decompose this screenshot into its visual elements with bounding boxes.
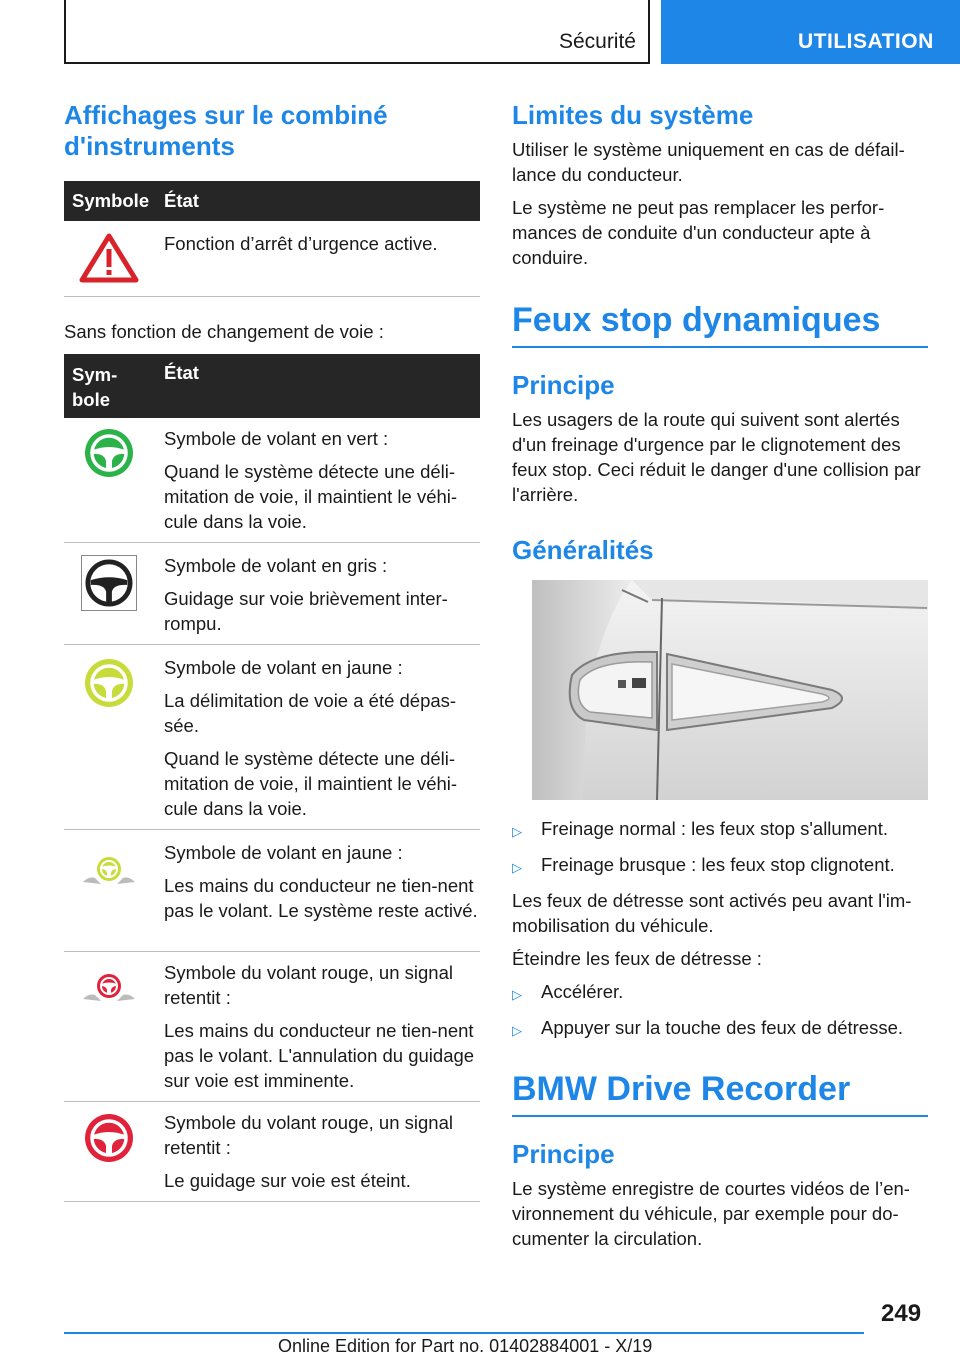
brake-bullet-list [512, 816, 928, 880]
list-item: ▷ Accélérer. [512, 979, 928, 1007]
warning-triangle-icon [78, 232, 140, 284]
state-text: Quand le système détecte une déli-mitation de voie, il maintient le véhi-cule dans la voie. [164, 747, 458, 819]
steering-wheel-green-icon [84, 428, 134, 478]
drive-recorder-heading: BMW Drive Recorder [512, 1069, 928, 1117]
header-chapter-tab [661, 0, 960, 64]
hazard-off-list [512, 979, 928, 1043]
col-state-header: État [154, 354, 480, 418]
header-section-box [64, 0, 650, 64]
principle-2-heading: Principe [512, 1139, 615, 1169]
state-title: Symbole du volant rouge, un signal retentit : [164, 1111, 453, 1158]
recorder-paragraph: Le système enregistre de courtes vidéos de l’en-vironnement du véhicule, par exemple pour do-cumenter la circulation. [512, 1178, 910, 1249]
table-row [64, 1101, 480, 1201]
state-text: Quand le système détecte une déli-mitation de voie, il maintient le véhi-cule dans la voie. [164, 460, 458, 532]
triangle-bullet-icon: ▷ [512, 824, 522, 839]
right-column [512, 100, 928, 1251]
limits-paragraph-2: Le système ne peut pas remplacer les perfor-mances de conduite d'un conducteur apte à conduire. [512, 197, 885, 268]
table-header-row [64, 181, 480, 221]
principle-paragraph: Les usagers de la route qui suivent sont alertés d'un freinage d'urgence par le clignotement des feux stop. Ceci réduit le danger d'une collision par l'arrière. [512, 409, 921, 505]
col-symbol-header: Symbole [64, 181, 154, 221]
lane-guidance-table [64, 354, 480, 1202]
limits-paragraph-1: Utiliser le système uniquement en cas de défail-lance du conducteur. [512, 139, 905, 185]
col-symbol-header: Sym- bole [64, 354, 154, 418]
table-row [64, 221, 480, 296]
triangle-bullet-icon: ▷ [512, 1023, 522, 1038]
taillight-photo [532, 580, 928, 800]
state-text: Le guidage sur voie est éteint. [164, 1169, 411, 1191]
state-text: Guidage sur voie brièvement inter-rompu. [164, 587, 448, 634]
table-row [64, 542, 480, 644]
state-text: Les mains du conducteur ne tien-nent pas le volant. L'annulation du guidage sur voie est imminente. [164, 1019, 475, 1091]
list-item: ▷ Freinage normal : les feux stop s'allument. [512, 816, 928, 844]
hazard-paragraph: Les feux de détresse sont activés peu avant l'im-mobilisation du véhicule. [512, 890, 912, 936]
footer-divider [64, 1332, 864, 1334]
col-state-header: État [154, 181, 480, 221]
instrument-display-heading: Affichages sur le combiné d'instruments [64, 100, 388, 161]
left-column [64, 100, 480, 1202]
steering-wheel-red-icon [84, 1113, 134, 1163]
state-text: La délimitation de voie a été dépas-sée. [164, 689, 457, 736]
state-title: Symbole de volant en gris : [164, 554, 388, 576]
hands-off-yellow-icon [81, 852, 137, 886]
triangle-bullet-icon: ▷ [512, 987, 522, 1002]
page-number: 249 [881, 1300, 922, 1327]
state-text: Fonction d’arrêt d’urgence active. [164, 233, 438, 254]
state-text: Les mains du conducteur ne tien-nent pas le volant. Le système reste activé. [164, 874, 478, 921]
no-lane-change-intro: Sans fonction de changement de voie : [64, 320, 384, 342]
list-item: ▷ Appuyer sur la touche des feux de détresse. [512, 1015, 928, 1043]
triangle-bullet-icon: ▷ [512, 860, 522, 875]
state-title: Symbole de volant en jaune : [164, 841, 403, 863]
hands-off-red-icon [81, 969, 137, 1003]
table-header-row [64, 354, 480, 418]
footer-edition: Online Edition for Part no. 01402884001 - X/19 [278, 1336, 653, 1356]
principle-heading: Principe [512, 370, 615, 400]
table-row [64, 951, 480, 1101]
state-title: Symbole du volant rouge, un signal retentit : [164, 961, 453, 1008]
header-chapter: UTILISATION [798, 30, 934, 53]
table-row [64, 829, 480, 951]
dynamic-brake-lights-heading: Feux stop dynamiques [512, 300, 928, 348]
general-heading: Généralités [512, 535, 654, 565]
table-row [64, 418, 480, 543]
hazard-off-intro: Éteindre les feux de détresse : [512, 948, 762, 969]
list-item: ▷ Freinage brusque : les feux stop clignotent. [512, 852, 928, 880]
state-title: Symbole de volant en vert : [164, 427, 389, 449]
system-limits-heading: Limites du système [512, 100, 754, 130]
table-row [64, 644, 480, 829]
steering-wheel-gray-icon [85, 559, 133, 607]
steering-wheel-yellow-icon [84, 658, 134, 708]
header-section: Sécurité [558, 30, 636, 53]
emergency-stop-table [64, 181, 480, 297]
taillight-illustration [532, 580, 928, 800]
state-title: Symbole de volant en jaune : [164, 656, 403, 678]
